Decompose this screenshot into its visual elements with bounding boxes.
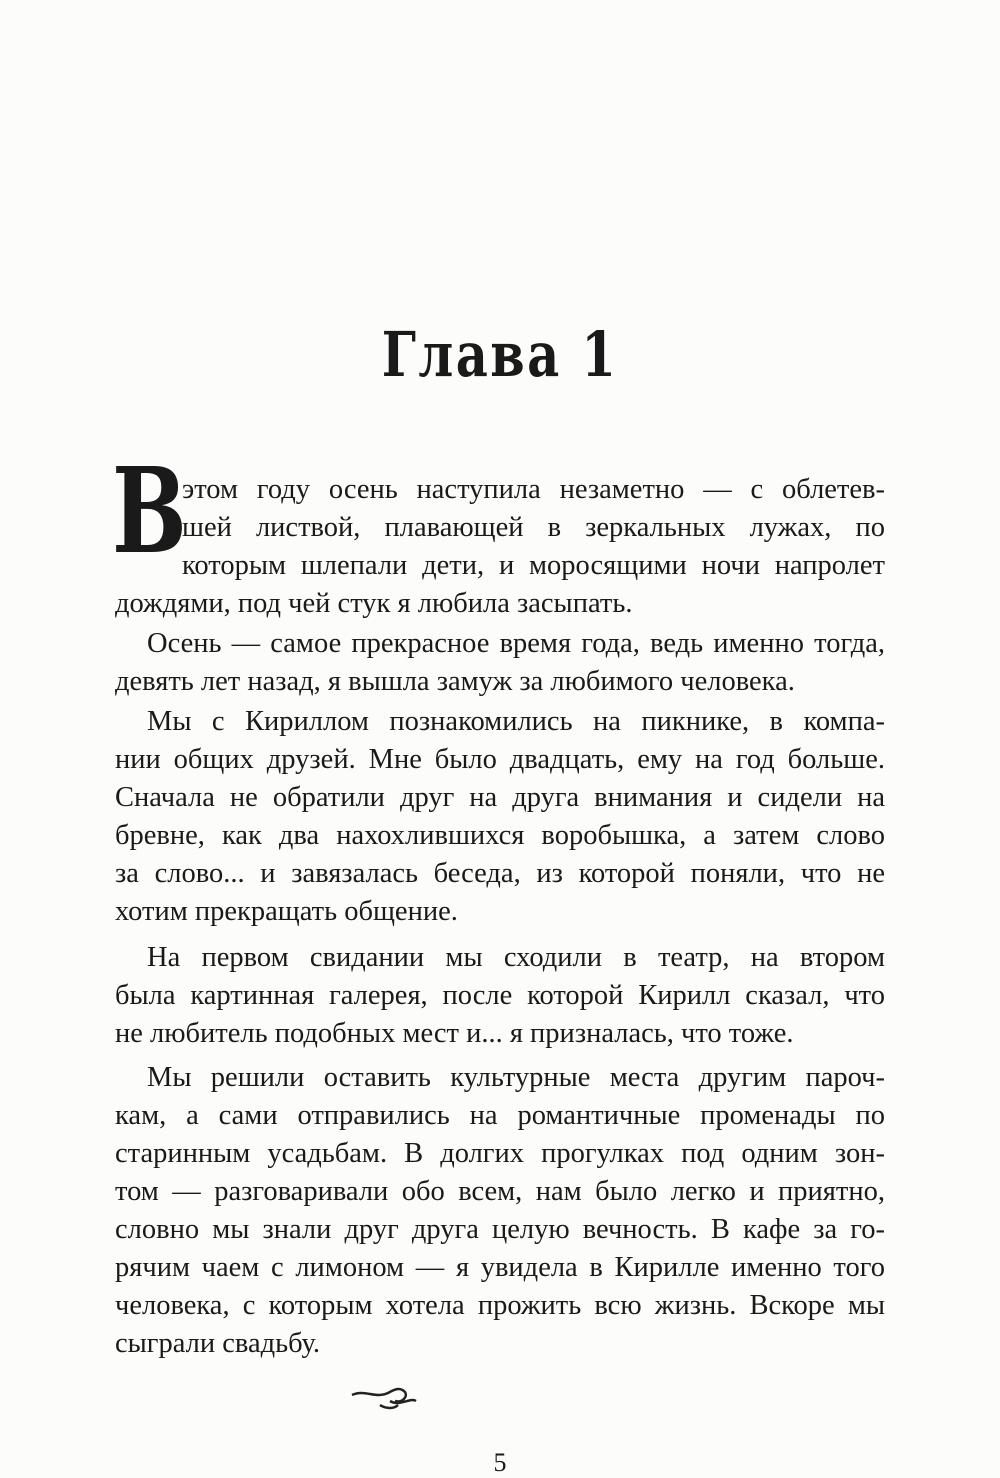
text-line: была картинная галерея, после которой Кирилл сказал, что — [115, 980, 885, 1011]
text-line: которым шлепали дети, и моросящими ночи напролет — [182, 550, 885, 581]
drop-cap: В — [112, 441, 187, 580]
text-line: Сначала не обратили друг на друга внимания и сидели на — [115, 782, 885, 813]
text-line: словно мы знали друг друга целую вечность. В кафе за го- — [115, 1214, 885, 1245]
text-line: старинным усадьбам. В долгих прогулках под одним зон- — [115, 1138, 885, 1169]
text-line: На первом свидании мы сходили в театр, на втором — [147, 942, 885, 973]
text-line: не любитель подобных мест и... я призналась, что тоже. — [115, 1018, 794, 1049]
chapter-heading: Глава 1 — [381, 318, 619, 391]
text-line: Мы с Кириллом познакомились на пикнике, в компа- — [147, 706, 885, 737]
text-line: рячим чаем с лимоном — я увидела в Кирилле именно того — [115, 1252, 885, 1283]
text-line: девять лет назад, я вышла замуж за любимого человека. — [115, 666, 795, 697]
text-line: человека, с которым хотела прожить всю жизнь. Вскоре мы — [115, 1290, 885, 1321]
text-line: за слово... и завязалась беседа, из которой поняли, что не — [115, 858, 885, 889]
text-line: хотим прекращать общение. — [115, 896, 458, 927]
text-line: шей листвой, плавающей в зеркальных лужах, по — [182, 512, 885, 543]
text-line: нии общих друзей. Мне было двадцать, ему на год больше. — [115, 744, 885, 775]
text-line: Мы решили оставить культурные места другим пароч- — [147, 1062, 885, 1093]
page-number: 5 — [493, 1448, 507, 1477]
text-line: сыграли свадьбу. — [115, 1328, 321, 1359]
text-line: дождями, под чей стук я любила засыпать. — [115, 588, 633, 619]
text-line: кам, а сами отправились на романтичные променады по — [115, 1100, 885, 1131]
text-line: Осень — самое прекрасное время года, ведь именно тогда, — [147, 628, 885, 659]
text-line: том — разговаривали обо всем, нам было легко и приятно, — [115, 1176, 885, 1207]
text-line: этом году осень наступила незаметно — с облетев- — [182, 474, 885, 505]
ornament-icon — [350, 1383, 430, 1413]
text-line: бревне, как два нахохлившихся воробышка, а затем слово — [115, 820, 885, 851]
